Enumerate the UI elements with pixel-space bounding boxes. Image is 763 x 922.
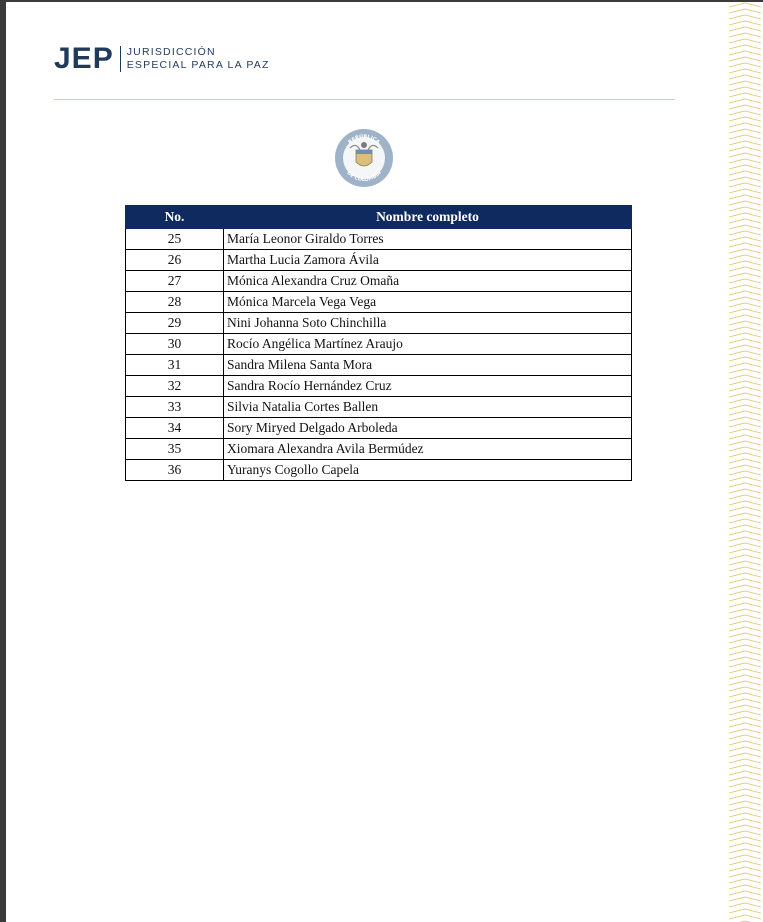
- row-number: 36: [126, 460, 224, 481]
- row-name: Martha Lucia Zamora Ávila: [224, 250, 632, 271]
- table-row: [126, 334, 632, 355]
- table-row: [126, 418, 632, 439]
- row-name: Xiomara Alexandra Avila Bermúdez: [224, 439, 632, 460]
- row-number: 34: [126, 418, 224, 439]
- logo-divider: [120, 46, 121, 72]
- seal-top-text: REPÚBLICA: [347, 133, 381, 146]
- row-number: 32: [126, 376, 224, 397]
- jep-logo: [54, 44, 270, 74]
- row-name: Sory Miryed Delgado Arboleda: [224, 418, 632, 439]
- row-number: 33: [126, 397, 224, 418]
- row-name: Yuranys Cogollo Capela: [224, 460, 632, 481]
- decorative-chevron-border: [727, 2, 763, 922]
- logo-text: [127, 46, 270, 72]
- logo-abbrev: JEP: [54, 42, 114, 75]
- table-row: [126, 292, 632, 313]
- row-name: Mónica Alexandra Cruz Omaña: [224, 271, 632, 292]
- table-row: [126, 439, 632, 460]
- header-divider: [54, 99, 675, 100]
- names-table: [125, 205, 632, 481]
- header-no: No.: [126, 206, 224, 229]
- document-page: [6, 2, 763, 922]
- row-name: Nini Johanna Soto Chinchilla: [224, 313, 632, 334]
- row-number: 29: [126, 313, 224, 334]
- logo-line-1: JURISDICCIÓN: [126, 46, 216, 58]
- row-number: 28: [126, 292, 224, 313]
- seal-bottom-text: DE COLOMBIA: [345, 170, 383, 184]
- table-row: [126, 271, 632, 292]
- row-number: 27: [126, 271, 224, 292]
- row-number: 26: [126, 250, 224, 271]
- row-number: 25: [126, 229, 224, 250]
- row-number: 30: [126, 334, 224, 355]
- table-row: [126, 229, 632, 250]
- row-number: 31: [126, 355, 224, 376]
- row-name: Rocío Angélica Martínez Araujo: [224, 334, 632, 355]
- row-name: Sandra Milena Santa Mora: [224, 355, 632, 376]
- table-row: [126, 397, 632, 418]
- table-row: [126, 460, 632, 481]
- table-row: [126, 376, 632, 397]
- row-name: Silvia Natalia Cortes Ballen: [224, 397, 632, 418]
- row-name: Mónica Marcela Vega Vega: [224, 292, 632, 313]
- row-name: Sandra Rocío Hernández Cruz: [224, 376, 632, 397]
- logo-line-2: ESPECIAL PARA LA PAZ: [126, 59, 270, 71]
- table-row: [126, 355, 632, 376]
- table-row: [126, 250, 632, 271]
- table-header-row: [126, 206, 632, 229]
- header-full-name: Nombre completo: [224, 206, 632, 229]
- row-number: 35: [126, 439, 224, 460]
- colombia-seal-icon: [334, 128, 394, 188]
- table-row: [126, 313, 632, 334]
- row-name: María Leonor Giraldo Torres: [224, 229, 632, 250]
